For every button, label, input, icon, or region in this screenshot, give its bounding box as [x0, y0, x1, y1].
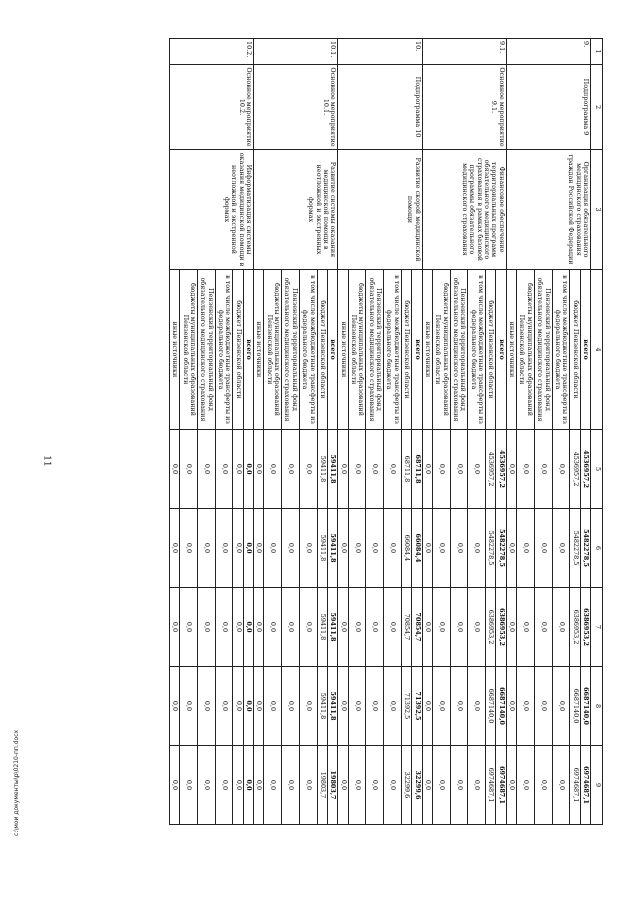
amount-cell: 0,0: [299, 746, 317, 825]
amount-cell: 0,0: [348, 430, 366, 509]
amount-cell: 0,0: [517, 588, 535, 667]
amount-cell: 0,0: [348, 667, 366, 746]
amount-cell: 0,0: [233, 667, 243, 746]
funding-source: в том числе межбюджетные трансферты из федерального бюджета: [299, 270, 317, 430]
amount-cell: 6687140,0: [486, 667, 496, 746]
amount-cell: 5482278,5: [486, 509, 496, 588]
amount-cell: 19803,7: [327, 746, 337, 825]
amount-cell: 59411,8: [327, 509, 337, 588]
amount-cell: 0,0: [534, 746, 552, 825]
amount-cell: 0,0: [233, 509, 243, 588]
funding-source: бюджеты муниципальных образований Пензенской области: [432, 270, 450, 430]
funding-source: бюджет Пензенской области: [317, 270, 327, 430]
amount-cell: 0,0: [552, 746, 570, 825]
amount-cell: 0,0: [299, 588, 317, 667]
amount-cell: 59411,8: [317, 509, 327, 588]
header-cell-9: 9: [591, 746, 603, 825]
amount-cell: 0,0: [506, 588, 516, 667]
amount-cell: 0,0: [468, 746, 486, 825]
amount-cell: 0,0: [338, 746, 348, 825]
funding-source: иные источники: [338, 270, 348, 430]
amount-cell: 0,0: [243, 746, 253, 825]
amount-cell: 0,0: [552, 430, 570, 509]
amount-cell: 0,0: [468, 509, 486, 588]
section-code: Основное мероприятие 10.2.: [169, 65, 253, 150]
header-cell-1: 1: [591, 39, 603, 65]
amount-cell: 0,0: [243, 509, 253, 588]
funding-source: всего: [580, 270, 590, 430]
amount-cell: 6386953,2: [580, 588, 590, 667]
amount-cell: 0,0: [384, 430, 402, 509]
amount-cell: 59411,8: [327, 667, 337, 746]
section-title: Финансовое обеспечение территориальных программ обязательного медицинского страхования в рамках базовой программы обязательного медицинского страхования: [422, 150, 506, 270]
amount-cell: 0,0: [243, 667, 253, 746]
amount-cell: 0,0: [282, 430, 300, 509]
amount-cell: 0,0: [366, 509, 384, 588]
funding-source: в том числе межбюджетные трансферты из федерального бюджета: [384, 270, 402, 430]
section-number: 10.1.: [254, 39, 338, 65]
table-row: [580, 39, 590, 825]
amount-cell: 0,0: [450, 430, 468, 509]
amount-cell: 0,0: [534, 509, 552, 588]
header-row: [591, 39, 603, 825]
amount-cell: 0,0: [338, 509, 348, 588]
amount-cell: 0,0: [197, 588, 215, 667]
rotated-table-wrapper: [82, 38, 603, 824]
amount-cell: 0,0: [282, 667, 300, 746]
amount-cell: 0,0: [197, 746, 215, 825]
amount-cell: 0,0: [254, 746, 264, 825]
amount-cell: 4536957,2: [570, 430, 580, 509]
amount-cell: 0,0: [384, 509, 402, 588]
header-cell-7: 7: [591, 588, 603, 667]
amount-cell: 0,0: [506, 746, 516, 825]
amount-cell: 0,0: [422, 588, 432, 667]
header-cell-8: 8: [591, 667, 603, 746]
amount-cell: 0,0: [366, 746, 384, 825]
amount-cell: 0,0: [517, 667, 535, 746]
amount-cell: 32299,6: [412, 746, 422, 825]
funding-source: Пензенский территориальный фонд обязательного медицинского страхования: [534, 270, 552, 430]
funding-source: бюджет Пензенской области: [486, 270, 496, 430]
amount-cell: 71392,5: [412, 667, 422, 746]
funding-source: всего: [327, 270, 337, 430]
amount-cell: 0,0: [348, 746, 366, 825]
amount-cell: 0,0: [517, 746, 535, 825]
amount-cell: 0,0: [534, 588, 552, 667]
section-number: 10.: [338, 39, 422, 65]
table-row: [412, 39, 422, 825]
funding-source: иные источники: [254, 270, 264, 430]
amount-cell: 0,0: [517, 509, 535, 588]
amount-cell: 0,0: [197, 430, 215, 509]
amount-cell: 0,0: [254, 588, 264, 667]
amount-cell: 0,0: [432, 746, 450, 825]
amount-cell: 6974687,1: [570, 746, 580, 825]
amount-cell: 0,0: [366, 667, 384, 746]
amount-cell: 66084,4: [412, 509, 422, 588]
amount-cell: 0,0: [450, 509, 468, 588]
amount-cell: 0,0: [348, 588, 366, 667]
amount-cell: 59411,8: [317, 430, 327, 509]
amount-cell: 0,0: [432, 667, 450, 746]
amount-cell: 4536957,2: [496, 430, 506, 509]
amount-cell: 68711,8: [401, 430, 411, 509]
amount-cell: 0,0: [468, 588, 486, 667]
amount-cell: 0,0: [432, 509, 450, 588]
amount-cell: 0,0: [215, 667, 233, 746]
funding-source: в том числе межбюджетные трансферты из федерального бюджета: [468, 270, 486, 430]
amount-cell: 0,0: [169, 430, 179, 509]
amount-cell: 5482278,5: [496, 509, 506, 588]
amount-cell: 5482278,5: [570, 509, 580, 588]
amount-cell: 6974687,1: [496, 746, 506, 825]
funding-source: бюджеты муниципальных образований Пензенской области: [348, 270, 366, 430]
amount-cell: 0,0: [243, 430, 253, 509]
amount-cell: 6974687,1: [580, 746, 590, 825]
amount-cell: 0,0: [264, 746, 282, 825]
amount-cell: 0,0: [384, 588, 402, 667]
amount-cell: 0,0: [422, 509, 432, 588]
table-row: [327, 39, 337, 825]
amount-cell: 0,0: [180, 588, 198, 667]
amount-cell: 0,0: [348, 509, 366, 588]
amount-cell: 70854,7: [412, 588, 422, 667]
amount-cell: 0,0: [534, 667, 552, 746]
funding-source: всего: [243, 270, 253, 430]
amount-cell: 0,0: [264, 430, 282, 509]
amount-cell: 0,0: [215, 588, 233, 667]
amount-cell: 0,0: [450, 667, 468, 746]
amount-cell: 0,0: [180, 430, 198, 509]
amount-cell: 0,0: [180, 746, 198, 825]
amount-cell: 0,0: [552, 667, 570, 746]
amount-cell: 0,0: [180, 509, 198, 588]
amount-cell: 71392,5: [401, 667, 411, 746]
amount-cell: 59411,8: [327, 430, 337, 509]
funding-source: всего: [412, 270, 422, 430]
amount-cell: 0,0: [468, 430, 486, 509]
amount-cell: 0,0: [254, 667, 264, 746]
amount-cell: 0,0: [233, 430, 243, 509]
amount-cell: 32299,6: [401, 746, 411, 825]
amount-cell: 6386953,2: [570, 588, 580, 667]
amount-cell: 0,0: [197, 667, 215, 746]
amount-cell: 0,0: [450, 588, 468, 667]
amount-cell: 0,0: [215, 509, 233, 588]
header-cell-2: 2: [591, 65, 603, 150]
amount-cell: 0,0: [264, 509, 282, 588]
amount-cell: 0,0: [384, 667, 402, 746]
amount-cell: 0,0: [366, 430, 384, 509]
funding-source: всего: [496, 270, 506, 430]
amount-cell: 0,0: [264, 667, 282, 746]
budget-table: [169, 38, 603, 825]
amount-cell: 0,0: [384, 746, 402, 825]
section-code: Подпрограмма 9: [506, 65, 590, 150]
amount-cell: 0,0: [338, 667, 348, 746]
funding-source: иные источники: [169, 270, 179, 430]
amount-cell: 0,0: [534, 430, 552, 509]
section-number: 9.1.: [422, 39, 506, 65]
funding-source: Пензенский территориальный фонд обязательного медицинского страхования: [282, 270, 300, 430]
section-title: Развитие системы оказания медицинской помощи в неотложной и экстренных формах: [254, 150, 338, 270]
funding-source: бюджет Пензенской области: [570, 270, 580, 430]
amount-cell: 0,0: [506, 509, 516, 588]
funding-source: бюджеты муниципальных образований Пензенской области: [264, 270, 282, 430]
amount-cell: 70854,7: [401, 588, 411, 667]
header-cell-6: 6: [591, 509, 603, 588]
amount-cell: 6687140,0: [570, 667, 580, 746]
amount-cell: 59411,8: [317, 667, 327, 746]
amount-cell: 0,0: [299, 667, 317, 746]
funding-source: в том числе межбюджетные трансферты из федерального бюджета: [215, 270, 233, 430]
amount-cell: 0,0: [215, 746, 233, 825]
footer-file-path: c:\мои документы\р\0210-пп.docx: [13, 729, 20, 836]
amount-cell: 0,0: [169, 746, 179, 825]
section-number: 10.2.: [169, 39, 253, 65]
amount-cell: 6386953,2: [496, 588, 506, 667]
amount-cell: 59411,8: [317, 588, 327, 667]
amount-cell: 0,0: [506, 667, 516, 746]
amount-cell: 0,0: [506, 430, 516, 509]
amount-cell: 66084,4: [401, 509, 411, 588]
amount-cell: 0,0: [299, 509, 317, 588]
amount-cell: 0,0: [254, 509, 264, 588]
funding-source: Пензенский территориальный фонд обязательного медицинского страхования: [197, 270, 215, 430]
funding-source: бюджеты муниципальных образований Пензенской области: [180, 270, 198, 430]
amount-cell: 0,0: [552, 588, 570, 667]
funding-source: бюджет Пензенской области: [401, 270, 411, 430]
amount-cell: 0,0: [432, 430, 450, 509]
page-number: 11: [41, 455, 52, 467]
amount-cell: 6386953,2: [486, 588, 496, 667]
amount-cell: 0,0: [197, 509, 215, 588]
funding-source: бюджет Пензенской области: [233, 270, 243, 430]
amount-cell: 0,0: [169, 667, 179, 746]
amount-cell: 0,0: [338, 430, 348, 509]
funding-source: Пензенский территориальный фонд обязательного медицинского страхования: [366, 270, 384, 430]
header-cell-3: 3: [591, 150, 603, 270]
table-row: [243, 39, 253, 825]
section-title: Организация обязательного медицинского страхования граждан Российской Федерации: [506, 150, 590, 270]
table-row: [496, 39, 506, 825]
amount-cell: 0,0: [233, 746, 243, 825]
amount-cell: 0,0: [264, 588, 282, 667]
amount-cell: 0,0: [517, 430, 535, 509]
amount-cell: 5482278,5: [580, 509, 590, 588]
section-title: Информатизация системы оказания медицинской помощи в неотложной и экстренной формах: [169, 150, 253, 270]
amount-cell: 4536957,2: [580, 430, 590, 509]
amount-cell: 0,0: [169, 588, 179, 667]
amount-cell: 59411,8: [327, 588, 337, 667]
section-code: Основное мероприятие 9.1.: [422, 65, 506, 150]
amount-cell: 0,0: [552, 509, 570, 588]
amount-cell: 6687140,0: [496, 667, 506, 746]
amount-cell: 0,0: [422, 667, 432, 746]
amount-cell: 0,0: [468, 667, 486, 746]
amount-cell: 0,0: [422, 430, 432, 509]
funding-source: в том числе межбюджетные трансферты из федерального бюджета: [552, 270, 570, 430]
amount-cell: 4536957,2: [486, 430, 496, 509]
amount-cell: 6974687,1: [486, 746, 496, 825]
funding-source: Пензенский территориальный фонд обязательного медицинского страхования: [450, 270, 468, 430]
funding-source: бюджеты муниципальных образований Пензенской области: [517, 270, 535, 430]
amount-cell: 0,0: [282, 588, 300, 667]
amount-cell: 19803,7: [317, 746, 327, 825]
amount-cell: 0,0: [422, 746, 432, 825]
amount-cell: 0,0: [282, 509, 300, 588]
amount-cell: 0,0: [282, 746, 300, 825]
header-cell-4: 4: [591, 270, 603, 430]
amount-cell: 0,0: [169, 509, 179, 588]
amount-cell: 0,0: [366, 588, 384, 667]
funding-source: иные источники: [506, 270, 516, 430]
amount-cell: 6687140,0: [580, 667, 590, 746]
amount-cell: 0,0: [254, 430, 264, 509]
amount-cell: 0,0: [450, 746, 468, 825]
section-code: Подпрограмма 10: [338, 65, 422, 150]
amount-cell: 0,0: [243, 588, 253, 667]
amount-cell: 0,0: [215, 430, 233, 509]
amount-cell: 0,0: [180, 667, 198, 746]
header-cell-5: 5: [591, 430, 603, 509]
amount-cell: 0,0: [299, 430, 317, 509]
funding-source: иные источники: [422, 270, 432, 430]
section-code: Основное мероприятие 10.1.: [254, 65, 338, 150]
section-number: 9.: [506, 39, 590, 65]
amount-cell: 68711,8: [412, 430, 422, 509]
section-title: Развитие скорой медицинской помощи: [338, 150, 422, 270]
amount-cell: 0,0: [432, 588, 450, 667]
amount-cell: 0,0: [233, 588, 243, 667]
table-body: [169, 39, 590, 825]
amount-cell: 0,0: [338, 588, 348, 667]
